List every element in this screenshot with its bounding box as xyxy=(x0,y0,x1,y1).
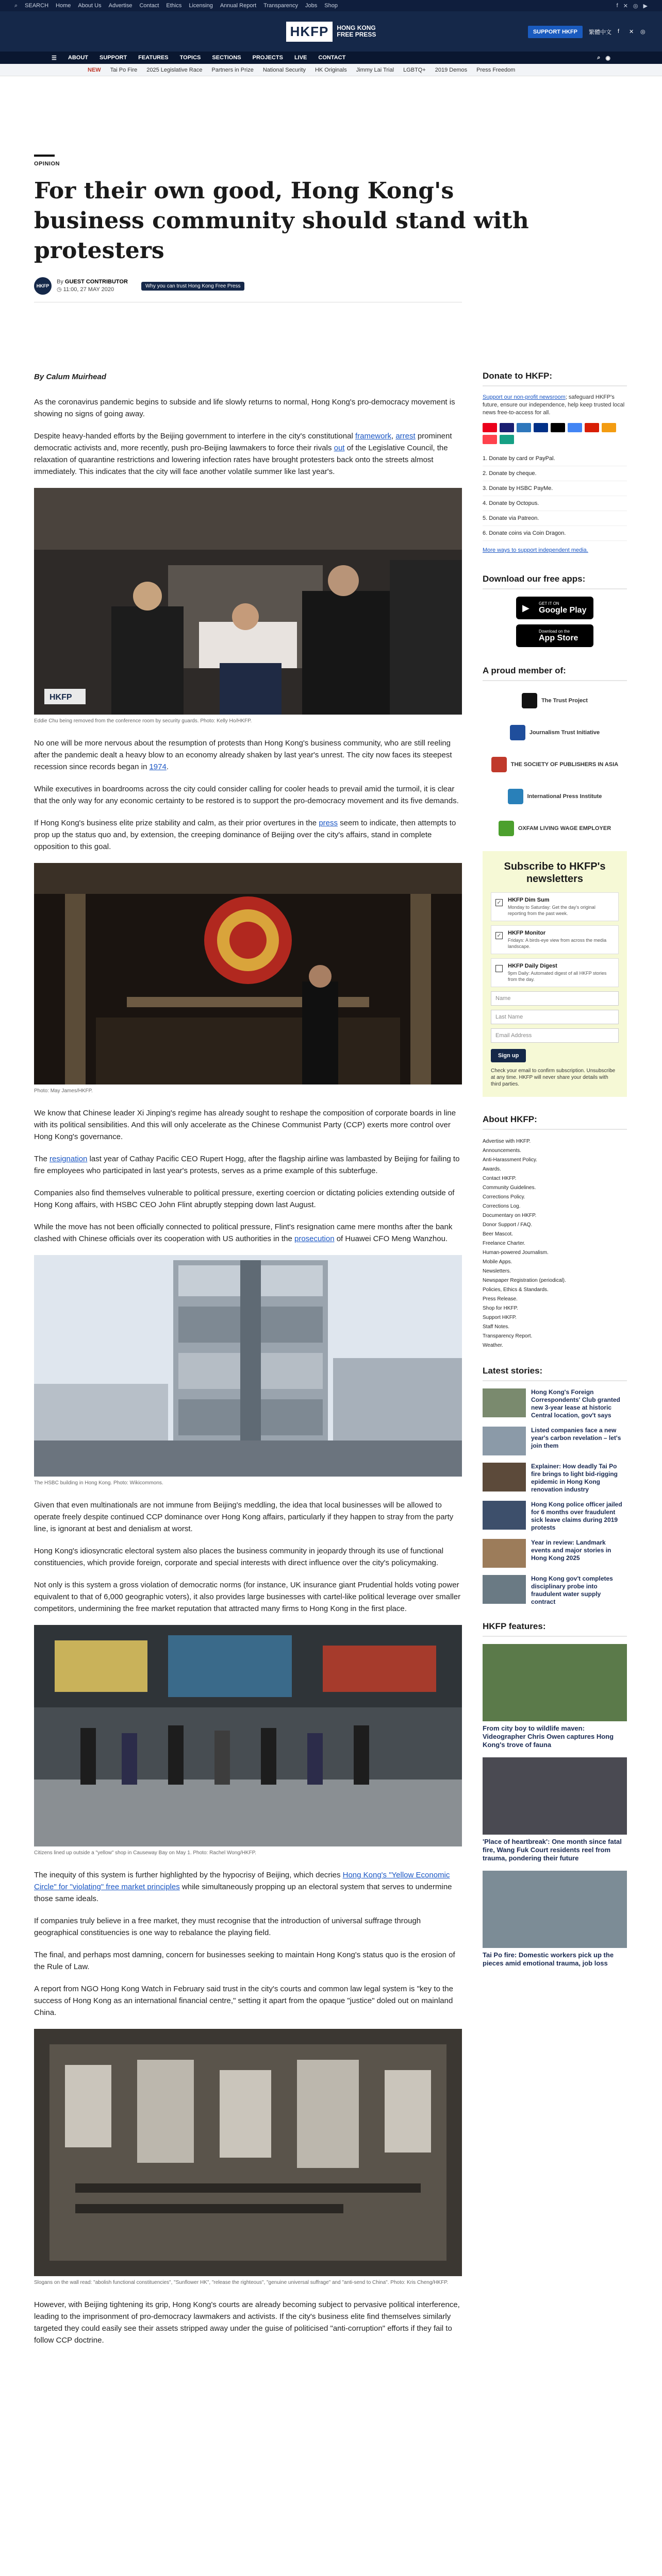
about-link[interactable]: Anti-Harassment Policy. xyxy=(483,1157,537,1163)
donate-options xyxy=(483,451,627,541)
feature-image[interactable] xyxy=(483,1757,627,1835)
paragraph: The final, and perhaps most damning, concern for businesses seeking to maintain Hong Kong's status quo is the erosion of the Rule of Law. xyxy=(34,1951,455,1971)
paypal-icon xyxy=(534,423,548,432)
nav-about[interactable]: ABOUT xyxy=(68,55,88,61)
partner-sopa[interactable]: THE SOCIETY OF PUBLISHERS IN ASIA xyxy=(483,752,627,777)
latest-story[interactable]: Hong Kong police officer jailed for 6 months over fraudulent sick leave claims during 2019 protests xyxy=(483,1501,627,1532)
about-link[interactable]: Weather. xyxy=(483,1343,503,1348)
facebook-icon[interactable]: f xyxy=(618,28,620,35)
about-link[interactable]: Contact HKFP. xyxy=(483,1176,517,1181)
article-body xyxy=(34,371,462,2357)
about-link[interactable]: Donor Support / FAQ. xyxy=(483,1222,533,1228)
latest-story[interactable]: Listed companies face a new year's carbon revelation – let's join them xyxy=(483,1427,627,1455)
page-content xyxy=(34,103,627,2345)
topbar-link-ethics[interactable]: Ethics xyxy=(166,3,182,9)
about-link[interactable]: Beer Mascot. xyxy=(483,1231,513,1237)
photo-caption: Citizens lined up outside a "yellow" shop in Causeway Bay on May 1. Photo: Rachel Wong/HKFP. xyxy=(34,1850,256,1856)
checkbox[interactable] xyxy=(495,965,503,972)
about-link[interactable]: Documentary on HKFP. xyxy=(483,1213,537,1218)
about-heading: About HKFP: xyxy=(483,1114,627,1130)
topbar-link-transparency[interactable]: Transparency xyxy=(263,3,299,9)
inline-link[interactable]: press xyxy=(319,819,338,827)
partner-jti[interactable]: Journalism Trust Initiative xyxy=(483,720,627,745)
partner-ipi[interactable]: International Press Institute xyxy=(483,784,627,809)
partner-trust-project[interactable]: The Trust Project xyxy=(483,688,627,713)
more-ways-link[interactable]: More ways to support independent media. xyxy=(483,547,588,553)
story-thumbnail[interactable] xyxy=(483,1427,526,1455)
payme-icon xyxy=(585,423,599,432)
topbar-link-home[interactable]: Home xyxy=(56,3,71,9)
donate-option[interactable]: 3. Donate by HSBC PayMe. xyxy=(483,481,627,496)
top-utility-bar xyxy=(0,0,662,11)
google-pay-icon xyxy=(568,423,582,432)
story-thumbnail[interactable] xyxy=(483,1575,526,1604)
feature-story[interactable]: Tai Po fire: Domestic workers pick up the pieces amid emotional trauma, job loss xyxy=(483,1871,627,1968)
member-heading: A proud member of: xyxy=(483,666,627,681)
youtube-icon[interactable]: ▶ xyxy=(643,3,648,9)
about-link[interactable]: Transparency Report. xyxy=(483,1333,533,1339)
sign-up-button[interactable]: Sign up xyxy=(491,1049,526,1062)
patreon-icon xyxy=(483,435,497,444)
logo-line-1: HONG KONG xyxy=(337,24,376,31)
nav-contact[interactable]: CONTACT xyxy=(318,55,346,61)
logo-mark: HKFP xyxy=(286,22,333,42)
article-photo-hsbc[interactable] xyxy=(34,1255,462,1477)
photo-caption: Eddie Chu being removed from the conference room by security guards. Photo: Kelly Ho/HKFP. xyxy=(34,718,252,724)
about-link[interactable]: Awards. xyxy=(483,1166,501,1172)
byline-contributor[interactable]: GUEST CONTRIBUTOR xyxy=(64,279,128,285)
search-icon[interactable]: ⌕ xyxy=(14,2,18,9)
trending-link[interactable]: 2025 Legislative Race xyxy=(146,66,203,73)
logo-wordmark xyxy=(337,25,376,38)
main-nav xyxy=(0,52,662,64)
avatar: HKFP xyxy=(34,277,52,295)
paragraph: Given that even multinationals are not immune from Beijing's meddling, the idea that local businesses will be allowed to operate freely despite continued CCP dominance over Hong Kong affairs, particularly if they happen to stray from the party line, is ignorant at best and denialism at worst. xyxy=(34,1501,454,1533)
latest-story[interactable]: Explainer: How deadly Tai Po fire brings to light bid-rigging epidemic in Hong Kong renovation industry xyxy=(483,1463,627,1494)
sidebar xyxy=(483,371,627,1976)
trending-link[interactable]: Jimmy Lai Trial xyxy=(356,66,394,73)
newsletter-option-dim-sum[interactable]: ✓ HKFP Dim Sum Monday to Saturday: Get the day's original reporting from the past week. xyxy=(491,892,619,921)
checkbox-checked[interactable]: ✓ xyxy=(495,899,503,906)
inline-link[interactable]: prosecution xyxy=(294,1234,335,1243)
features-heading: HKFP features: xyxy=(483,1621,627,1637)
coin-dragon-icon xyxy=(500,435,514,444)
story-thumbnail[interactable] xyxy=(483,1501,526,1530)
about-link[interactable]: Staff Notes. xyxy=(483,1324,510,1330)
nav-topics[interactable]: TOPICS xyxy=(179,55,201,61)
inline-link[interactable]: framework xyxy=(355,432,391,440)
inline-link[interactable]: resignation xyxy=(49,1155,88,1163)
search-link[interactable]: SEARCH xyxy=(25,3,49,9)
paragraph: If companies truly believe in a free market, they must recognise that the introduction of universal suffrage through geographical constituencies is one way to rebalance the playing field. xyxy=(34,1917,421,1937)
trending-link[interactable]: LGBTQ+ xyxy=(403,66,426,73)
photo-caption: The HSBC building in Hong Kong. Photo: Wikicommons. xyxy=(34,1480,163,1486)
newsletter-note: Check your email to confirm subscription. Unsubscribe at any time. HKFP will never share your details with third parties. xyxy=(491,1068,616,1087)
trending-link[interactable]: 2019 Demos xyxy=(435,66,468,73)
menu-icon[interactable]: ☰ xyxy=(52,55,57,61)
donate-link[interactable]: Support our non-profit newsroom xyxy=(483,394,566,400)
instagram-icon[interactable]: ◎ xyxy=(640,29,646,35)
user-icon[interactable]: ◉ xyxy=(605,55,610,61)
feature-story[interactable]: 'Place of heartbreak': One month since fatal fire, Wang Fuk Court residents reel from trauma, pondering their future xyxy=(483,1757,627,1862)
x-icon[interactable]: ✕ xyxy=(623,3,628,9)
about-link[interactable]: Policies, Ethics & Standards. xyxy=(483,1287,549,1293)
payment-methods xyxy=(483,423,627,444)
story-thumbnail[interactable] xyxy=(483,1463,526,1492)
about-link[interactable]: Corrections Log. xyxy=(483,1204,521,1209)
topbar-link-contact[interactable]: Contact xyxy=(139,3,159,9)
paragraph: If Hong Kong's business elite prize stability and calm, as their prior overtures in the press seem to indicate, then attempts to prop up the status quo and, by extension, the creeping dominance of Beijing over the city's affairs, stand in complete opposition to this goal. xyxy=(34,819,456,851)
topbar-link-annual-report[interactable]: Annual Report xyxy=(220,3,257,9)
paragraph: Hong Kong's idiosyncratic electoral system also places the business community in jeopardy through its use of functional constituencies, which provide foreign, corporate and special interests with direct influence over the city's policymaking. xyxy=(34,1547,444,1567)
newsletter-signup xyxy=(483,851,627,1097)
google-play-button[interactable]: ▶ GET IT ON Google Play xyxy=(516,597,593,619)
newsletter-title: Subscribe to HKFP's newsletters xyxy=(504,861,606,885)
clock-icon: ◷ xyxy=(57,286,62,293)
donate-option[interactable]: 1. Donate by card or PayPal. xyxy=(483,451,627,466)
byline xyxy=(34,277,462,302)
latest-story[interactable]: Year in review: Landmark events and major stories in Hong Kong 2025 xyxy=(483,1539,627,1568)
nav-projects[interactable]: PROJECTS xyxy=(252,55,283,61)
site-logo[interactable] xyxy=(286,22,376,42)
support-hkfp-button[interactable]: SUPPORT HKFP xyxy=(528,26,583,38)
paragraph: The inequity of this system is further highlighted by the hypocrisy of Beijing, which decries Hong Kong's "Yellow Economic Circle" for "violating" free market principles while simultaneously propping up an electoral system that serves to undermine those same ideals. xyxy=(34,1871,452,1903)
paragraph: The resignation last year of Cathay Pacific CEO Rupert Hogg, after the flagship airline was lambasted by Beijing for failing to fire employees who participated in last year's protests, serves as a prime example of this subterfuge. xyxy=(34,1155,460,1175)
visa-icon xyxy=(500,423,514,432)
about-link[interactable]: Newsletters. xyxy=(483,1268,511,1274)
amex-icon xyxy=(517,423,531,432)
donate-option[interactable]: 5. Donate via Patreon. xyxy=(483,511,627,526)
newsletter-option-digest[interactable]: HKFP Daily Digest 9pm Daily: Automated digest of all HKFP stories from the day. xyxy=(491,958,619,987)
octopus-icon xyxy=(602,423,616,432)
last-name-input[interactable]: Last Name xyxy=(491,1010,619,1024)
about-link[interactable]: Community Guidelines. xyxy=(483,1185,536,1191)
paragraph: Companies also find themselves vulnerable to political pressure, exerting coercion or dictating policies extending outside of Hong Kong affairs, with HSBC CEO John Flint abruptly stepping down last August. xyxy=(34,1189,455,1209)
article-author: By Calum Muirhead xyxy=(34,372,107,381)
topbar-link-licensing[interactable]: Licensing xyxy=(189,3,213,9)
inline-link[interactable]: out xyxy=(334,444,345,452)
about-link[interactable]: Human-powered Journalism. xyxy=(483,1250,549,1256)
jti-icon xyxy=(510,725,525,740)
paragraph: A report from NGO Hong Kong Watch in February said trust in the city's courts and common law legal system is "key to the success of Hong Kong as an international financial centre," setting it apart from the opaque "justice" doled out on mainland China. xyxy=(34,1985,453,2017)
latest-story[interactable]: Hong Kong gov't completes disciplinary probe into fraudulent water supply contract xyxy=(483,1575,627,1606)
photo-queue-street xyxy=(34,1625,462,1846)
about-link[interactable]: Corrections Policy. xyxy=(483,1194,525,1200)
article-photo-graffiti[interactable] xyxy=(34,2029,462,2276)
inline-link[interactable]: Hong Kong's "Yellow Economic Circle" for "violating" free market principles xyxy=(34,1871,450,1891)
article-photo-emblem[interactable] xyxy=(34,863,462,1084)
trust-promo-button[interactable]: Why you can trust Hong Kong Free Press xyxy=(141,282,245,291)
about-link[interactable]: Freelance Charter. xyxy=(483,1241,525,1246)
photo-caption: Photo: May James/HKFP. xyxy=(34,1088,93,1094)
photo-caption: Slogans on the wall read: "abolish functional constituencies", "Sunflower HK", "release the righteous", "genuine universal suffrage" and "anti-send to China". Photo: Kris Cheng/HKFP. xyxy=(34,2280,449,2285)
article-headline: For their own good, Hong Kong's business community should stand with protesters xyxy=(34,178,529,264)
article-category[interactable]: OPINION xyxy=(34,161,60,167)
latest-story[interactable]: Hong Kong's Foreign Correspondents' Club granted new 3-year lease at historic Central location, gov't says xyxy=(483,1388,627,1419)
nav-support[interactable]: SUPPORT xyxy=(99,55,127,61)
feature-image[interactable] xyxy=(483,1871,627,1948)
photo-graffiti-wall xyxy=(34,2029,462,2276)
trending-link[interactable]: National Security xyxy=(262,66,306,73)
byline-date: 11:00, 27 MAY 2020 xyxy=(63,286,114,293)
apple-pay-icon xyxy=(551,423,565,432)
article-photo-queue[interactable] xyxy=(34,1625,462,1846)
topbar-link-shop[interactable]: Shop xyxy=(324,3,338,9)
nav-sections[interactable]: SECTIONS xyxy=(212,55,241,61)
byline-by: By xyxy=(57,279,63,285)
partner-oxfam[interactable]: OXFAM LIVING WAGE EMPLOYER xyxy=(483,816,627,841)
trending-link[interactable]: Partners in Prize xyxy=(211,66,254,73)
search-icon[interactable]: ⌕ xyxy=(597,54,601,61)
mastercard-icon xyxy=(483,423,497,432)
trending-link[interactable]: Press Freedom xyxy=(476,66,516,73)
paragraph: While executives in boardrooms across the city could consider calling for cooler heads to prevail amid the turmoil, it is clear that the only way for any economic certainty to be restored is to support the pro-democracy movement and its five demands. xyxy=(34,785,459,805)
paragraph: While the move has not been officially connected to political pressure, Flint's resignation came mere months after the bank clashed with Chinese officials over its cooperation with US authorities in the prosecution of Huawei CFO Meng Wanzhou. xyxy=(34,1223,453,1243)
about-link[interactable]: Advertise with HKFP. xyxy=(483,1139,531,1144)
paragraph: Not only is this system a gross violation of democratic norms (for instance, UK insurance giant Prudential holds voting power equivalent to that of 6,000 geographic voters), it also provides large businesses with cartel-like political leverage over smaller competitors, undermining the free market reputation that attracted many firms to Hong Kong in the first place. xyxy=(34,1581,461,1613)
nav-live[interactable]: LIVE xyxy=(294,55,307,61)
paragraph: We know that Chinese leader Xi Jinping's regime has already sought to reshape the composition of corporate boards in line with its political sensibilities. And this will only accelerate as the Chinese Communist Party (CCP) exerts more control over Hong Kong's governance. xyxy=(34,1109,456,1141)
topbar-link-jobs[interactable]: Jobs xyxy=(305,3,318,9)
oxfam-icon xyxy=(499,821,514,836)
ipi-icon xyxy=(508,789,523,804)
donate-text: Support our non-profit newsroom; safeguard HKFP's future, ensure our independence, help keep trusted local news free-to-access for all. xyxy=(483,394,625,416)
paragraph: Despite heavy-handed efforts by the Beijing government to interfere in the city's constitutional framework, arrest prominent democratic activists and, more recently, push pro-Beijing lawmakers to force their rivals out of the Legislative Council, the relaxation of quarantine restrictions and lowering infection rates have brought protesters back onto the streets almost immediately. This indicates that the city will face another volatile summer like last year's. xyxy=(34,432,452,476)
photo-legco-scene xyxy=(34,488,462,715)
paragraph: As the coronavirus pandemic begins to subside and life slowly returns to normal, Hong Kong's pro-democracy movement is showing no signs of going away. xyxy=(34,398,455,418)
logo-line-2: FREE PRESS xyxy=(337,31,376,38)
trending-bar xyxy=(0,64,662,76)
trending-link[interactable]: Tai Po Fire xyxy=(110,66,138,73)
first-name-input[interactable]: Name xyxy=(491,991,619,1006)
about-link[interactable]: Newspaper Registration (periodical). xyxy=(483,1278,566,1283)
latest-heading: Latest stories: xyxy=(483,1366,627,1381)
instagram-icon[interactable]: ◎ xyxy=(633,3,638,9)
paragraph: However, with Beijing tightening its grip, Hong Kong's courts are already becoming subject to pervasive political interference, leading to the imprisonment of pro-democracy lawmakers and activists. If the city's business elite find themselves similarly targeted they could easily see their assets stripped away under the guise of politicised "anti-corruption" efforts if they fail to follow CCP doctrine. xyxy=(34,2300,460,2345)
donate-option[interactable]: 2. Donate by cheque. xyxy=(483,466,627,481)
feature-story[interactable]: From city boy to wildlife maven: Videographer Chris Owen captures Hong Kong's trove of fauna xyxy=(483,1644,627,1749)
email-input[interactable]: Email Address xyxy=(491,1028,619,1043)
new-badge: NEW xyxy=(88,66,101,73)
article-photo-legco[interactable] xyxy=(34,488,462,715)
topbar-link-about[interactable]: About Us xyxy=(78,3,102,9)
about-link[interactable]: Mobile Apps. xyxy=(483,1259,512,1265)
photo-emblem-scene xyxy=(34,863,462,1084)
trending-link[interactable]: HK Originals xyxy=(315,66,347,73)
inline-link[interactable]: 1974 xyxy=(149,762,167,771)
app-store-button[interactable]: Download on the App Store xyxy=(516,624,593,647)
inline-link[interactable]: arrest xyxy=(395,432,416,440)
google-play-icon: ▶ xyxy=(522,603,529,613)
header-social xyxy=(618,28,648,36)
paragraph: No one will be more nervous about the resumption of protests than Hong Kong's business community, who are still reeling after the pandemic dealt a heavy blow to an economy already shaken by last year's unrest. The city now faces its steepest recession since records began in 1974. xyxy=(34,739,452,771)
newsletter-option-monitor[interactable]: ✓ HKFP Monitor Fridays: A birds-eye view from across the media landscape. xyxy=(491,925,619,954)
site-header xyxy=(0,11,662,52)
byline-meta xyxy=(57,278,128,294)
donate-option[interactable]: 4. Donate by Octopus. xyxy=(483,496,627,511)
svg-text:HKFP: HKFP xyxy=(49,693,72,702)
x-icon[interactable]: ✕ xyxy=(629,29,634,35)
story-thumbnail[interactable] xyxy=(483,1388,526,1417)
feature-image[interactable] xyxy=(483,1644,627,1721)
language-switch[interactable]: 繁體中文 xyxy=(589,29,611,36)
category-rule xyxy=(34,155,55,157)
about-link[interactable]: Shop for HKFP. xyxy=(483,1306,518,1311)
apps-heading: Download our free apps: xyxy=(483,574,627,589)
photo-hsbc-building xyxy=(34,1255,462,1477)
about-link[interactable]: Press Release. xyxy=(483,1296,518,1302)
topbar-link-advertise[interactable]: Advertise xyxy=(108,3,133,9)
donate-option[interactable]: 6. Donate coins via Coin Dragon. xyxy=(483,526,627,541)
facebook-icon[interactable]: f xyxy=(616,3,618,9)
checkbox-checked[interactable]: ✓ xyxy=(495,932,503,939)
sopa-icon xyxy=(491,757,507,772)
apple-icon xyxy=(522,630,534,641)
header-actions xyxy=(528,26,648,38)
about-link[interactable]: Support HKFP. xyxy=(483,1315,517,1320)
nav-features[interactable]: FEATURES xyxy=(138,55,169,61)
trust-project-icon xyxy=(522,693,537,708)
about-links xyxy=(483,1137,627,1350)
about-link[interactable]: Announcements. xyxy=(483,1148,522,1154)
donate-heading: Donate to HKFP: xyxy=(483,371,627,386)
story-thumbnail[interactable] xyxy=(483,1539,526,1568)
